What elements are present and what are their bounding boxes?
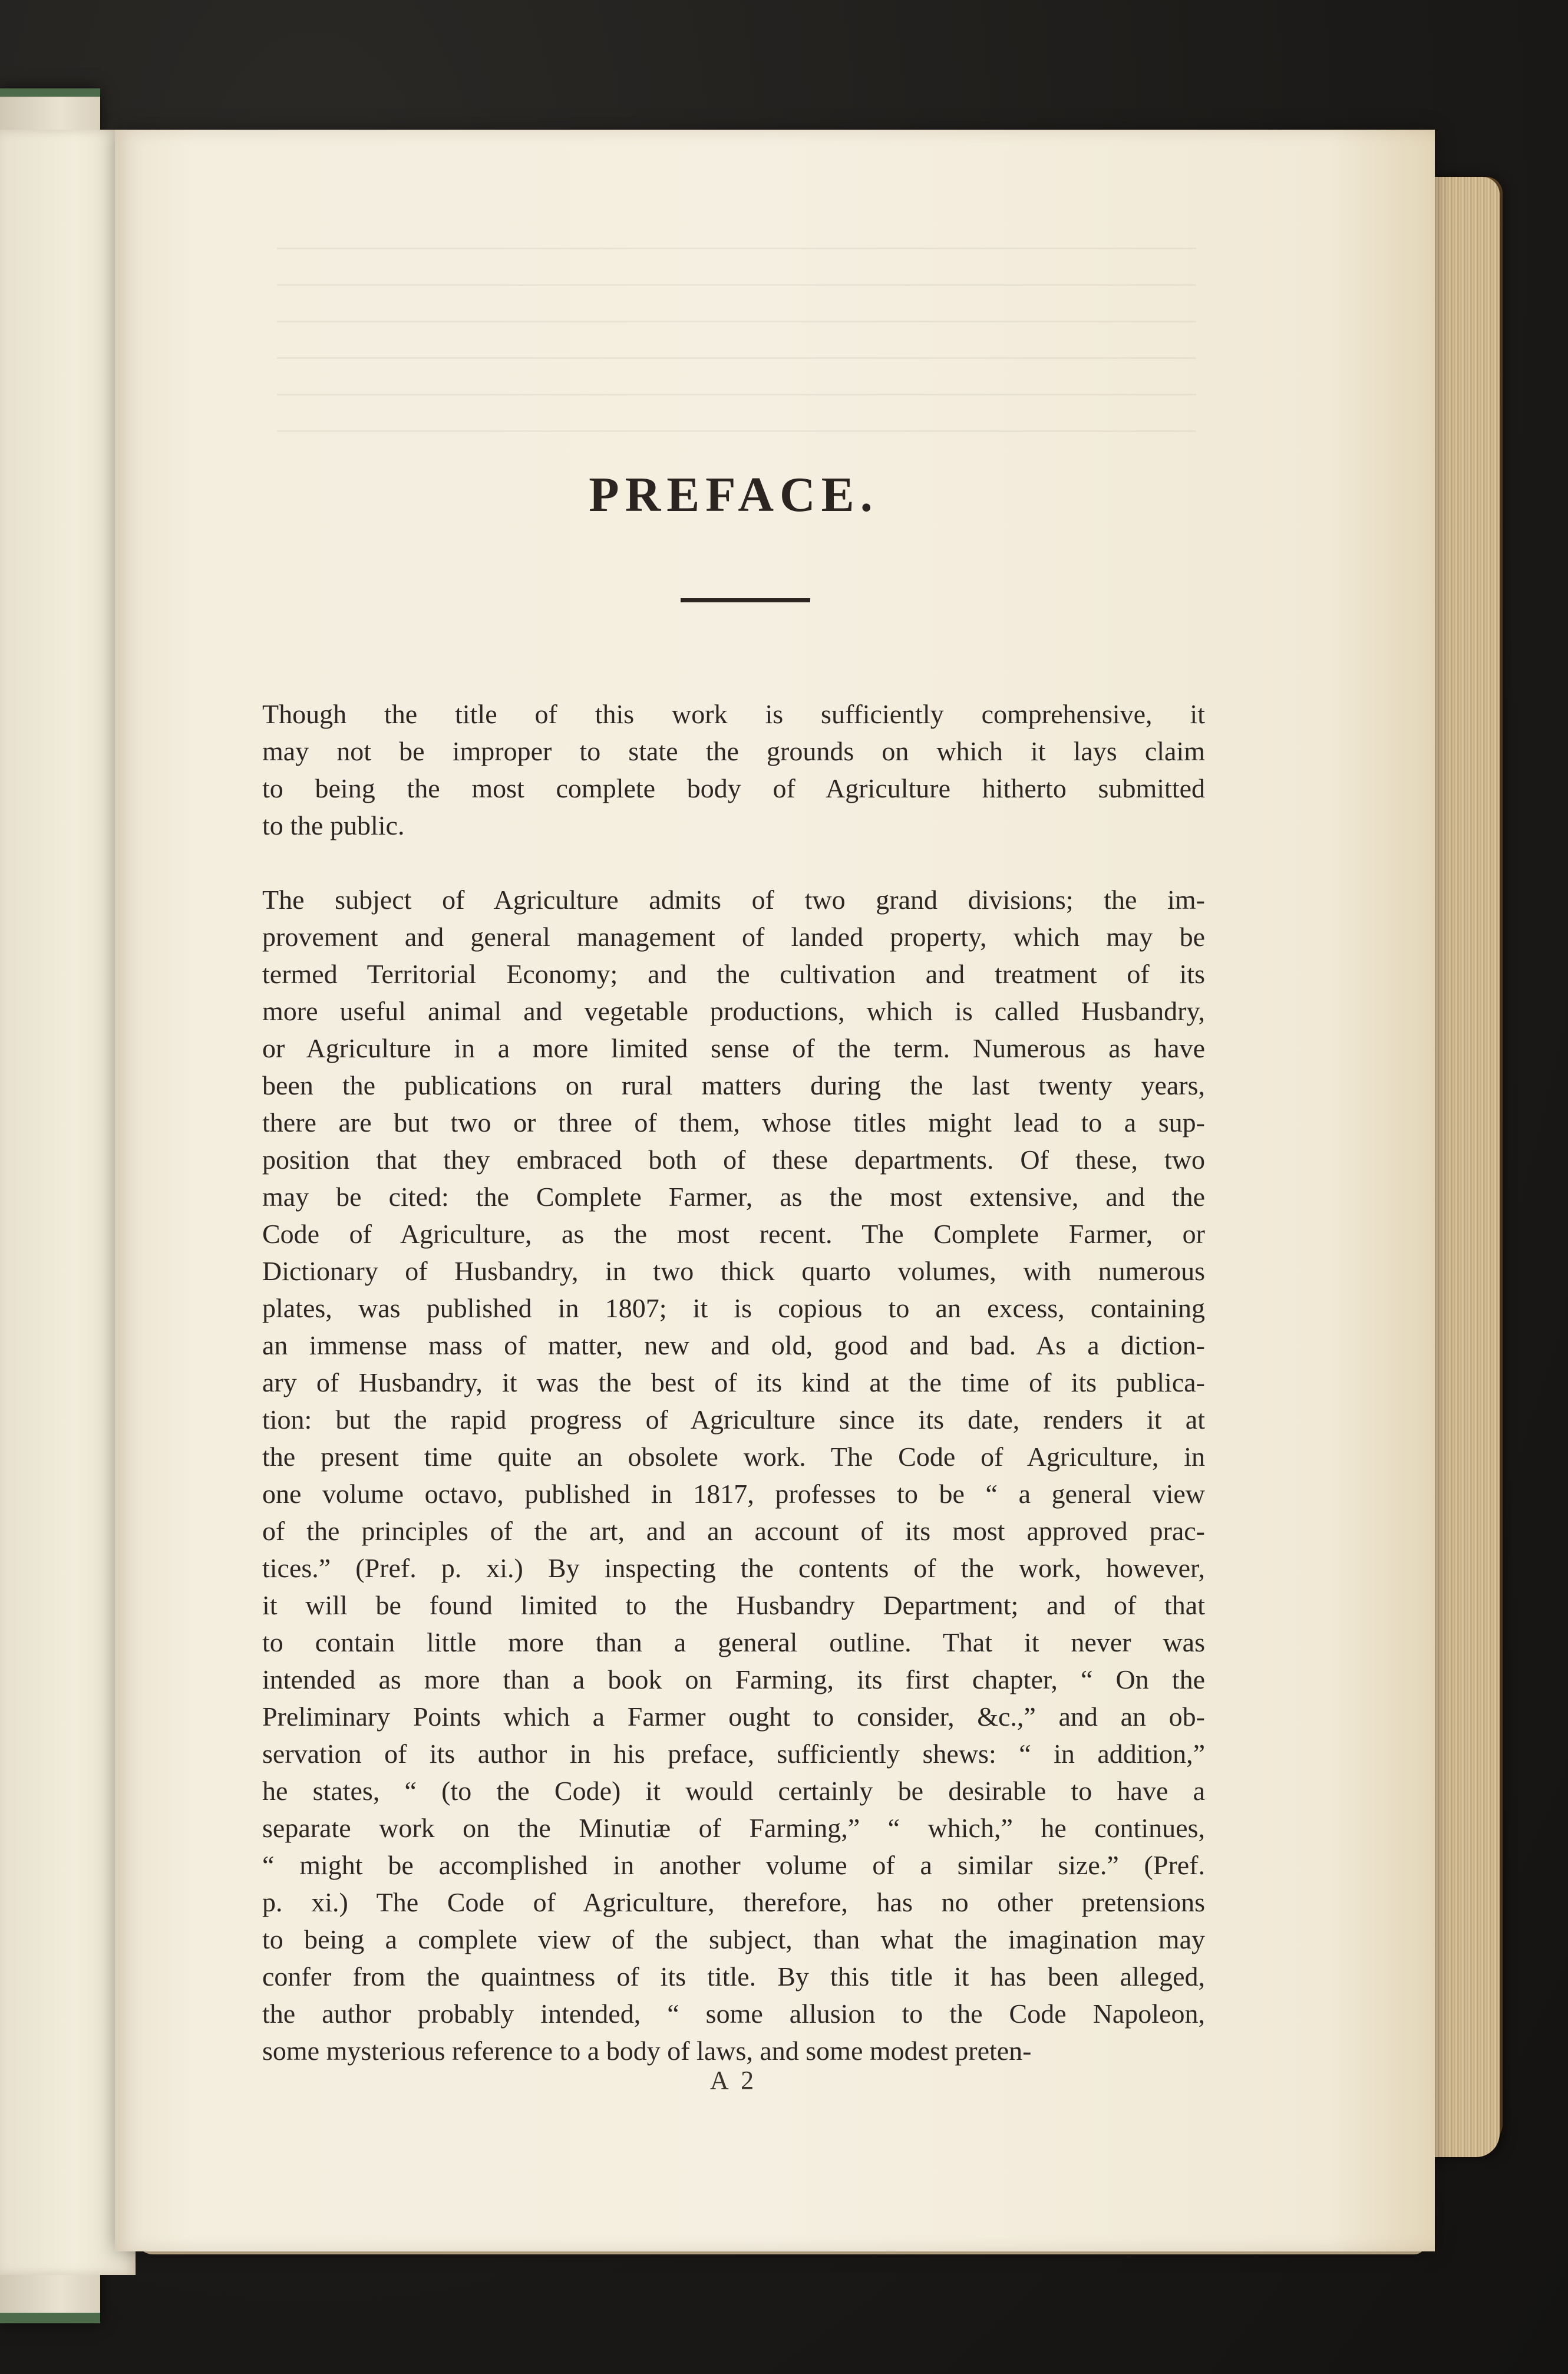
text-line: to being the most complete body of Agriculture hitherto submitted — [262, 773, 1205, 803]
text-line: or Agriculture in a more limited sense of the term. Numerous as have — [262, 1033, 1205, 1063]
text-line: may not be improper to state the grounds on which it lays claim — [262, 736, 1205, 766]
text-line: of the principles of the art, and an account of its most approved prac- — [262, 1516, 1205, 1546]
text-line: been the publications on rural matters during the last twenty years, — [262, 1070, 1205, 1100]
text-line: he states, “ (to the Code) it would certainly be desirable to have a — [262, 1776, 1205, 1806]
text-line: an immense mass of matter, new and old, good and bad. As a diction- — [262, 1330, 1205, 1360]
text-line: may be cited: the Complete Farmer, as the most extensive, and the — [262, 1182, 1205, 1212]
text-line: “ might be accomplished in another volume of a similar size.” (Pref. — [262, 1850, 1205, 1880]
text-line: to contain little more than a general outline. That it never was — [262, 1627, 1205, 1657]
text-line: The subject of Agriculture admits of two grand divisions; the im- — [262, 885, 1205, 915]
text-line: confer from the quaintness of its title. By this title it has been alleged, — [262, 1961, 1205, 1991]
text-line: servation of its author in his preface, sufficiently shews: “ in addition,” — [262, 1739, 1205, 1769]
text-line: some mysterious reference to a body of laws, and some modest preten- — [262, 2036, 1032, 2066]
text-line: it will be found limited to the Husbandry Department; and of that — [262, 1590, 1205, 1620]
paragraph-1 — [262, 695, 1205, 844]
text-line: p. xi.) The Code of Agriculture, therefore, has no other pretensions — [262, 1887, 1205, 1917]
text-line: provement and general management of landed property, which may be — [262, 922, 1205, 952]
show-through-text — [277, 248, 1196, 460]
text-line: separate work on the Minutiæ of Farming,” “ which,” he continues, — [262, 1813, 1205, 1843]
text-line: Preliminary Points which a Farmer ought to consider, &c.,” and an ob- — [262, 1702, 1205, 1732]
text-line: plates, was published in 1807; it is copious to an excess, containing — [262, 1293, 1205, 1323]
text-line: tices.” (Pref. p. xi.) By inspecting the contents of the work, however, — [262, 1553, 1205, 1583]
paragraph-2 — [262, 881, 1205, 2069]
text-line: more useful animal and vegetable productions, which is called Husbandry, — [262, 996, 1205, 1026]
text-line: one volume octavo, published in 1817, professes to be “ a general view — [262, 1479, 1205, 1509]
text-line: the author probably intended, “ some allusion to the Code Napoleon, — [262, 1999, 1205, 2029]
text-line: intended as more than a book on Farming, its first chapter, “ On the — [262, 1664, 1205, 1694]
text-line: termed Territorial Economy; and the cultivation and treatment of its — [262, 959, 1205, 989]
title-rule — [681, 598, 810, 602]
text-line: the present time quite an obsolete work. The Code of Agriculture, in — [262, 1442, 1205, 1472]
text-line: position that they embraced both of these departments. Of these, two — [262, 1145, 1205, 1175]
text-line: Dictionary of Husbandry, in two thick quarto volumes, with numerous — [262, 1256, 1205, 1286]
text-line: to being a complete view of the subject, than what the imagination may — [262, 1924, 1205, 1954]
text-line: Though the title of this work is sufficiently comprehensive, it — [262, 699, 1205, 729]
page-title: PREFACE. — [589, 467, 879, 522]
text-line: Code of Agriculture, as the most recent. The Complete Farmer, or — [262, 1219, 1205, 1249]
text-line: there are but two or three of them, whose titles might lead to a sup- — [262, 1107, 1205, 1137]
text-line: ary of Husbandry, it was the best of its kind at the time of its publica- — [262, 1367, 1205, 1397]
text-line: tion: but the rapid progress of Agriculture since its date, renders it at — [262, 1404, 1205, 1435]
signature-mark: A 2 — [709, 2066, 758, 2095]
text-line: to the public. — [262, 810, 405, 840]
